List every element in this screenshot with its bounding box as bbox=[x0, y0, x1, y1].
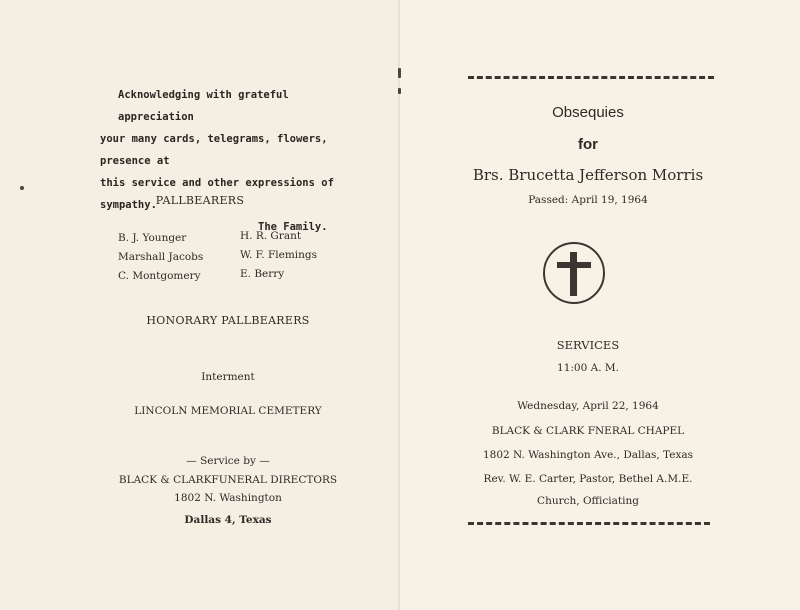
cross-in-circle-icon bbox=[543, 242, 605, 304]
ink-speck bbox=[20, 186, 24, 190]
deceased-name: Brs. Brucetta Jefferson Morris bbox=[472, 166, 704, 184]
pallbearers-column-2 bbox=[240, 227, 317, 284]
cross-horizontal-bar bbox=[557, 262, 591, 268]
service-by-label: — Service by — bbox=[186, 455, 270, 467]
interment-label: Interment bbox=[201, 371, 255, 383]
acknowledgment-line-3: this service and other expressions of sympathy. bbox=[100, 177, 334, 211]
ink-speck bbox=[398, 88, 401, 94]
ink-speck bbox=[398, 68, 401, 78]
pallbearer-name: E. Berry bbox=[240, 268, 285, 280]
pallbearer-name: B. J. Younger bbox=[118, 232, 187, 244]
acknowledgment bbox=[100, 84, 370, 238]
pallbearer-name: W. F. Flemings bbox=[240, 249, 318, 261]
chapel-address: 1802 N. Washington Ave., Dallas, Texas bbox=[482, 449, 694, 461]
bottom-dashed-rule bbox=[468, 522, 710, 528]
services-time: 11:00 A. M. bbox=[557, 362, 619, 374]
program-title: Obsequies bbox=[552, 104, 624, 121]
right-page bbox=[400, 0, 800, 610]
acknowledgment-line-1: Acknowledging with grateful appreciation bbox=[118, 89, 289, 123]
acknowledgment-line-2: your many cards, telegrams, flowers, presence at bbox=[100, 133, 328, 167]
program-title-for: for bbox=[578, 136, 598, 153]
acknowledgment-signature: The Family. bbox=[258, 221, 328, 233]
services-heading: SERVICES bbox=[556, 338, 620, 352]
officiant-line-1: Rev. W. E. Carter, Pastor, Bethel A.M.E. bbox=[483, 473, 693, 485]
funeral-directors-name: BLACK & CLARKFUNERAL DIRECTORS bbox=[118, 474, 338, 486]
pallbearer-name: H. R. Grant bbox=[240, 230, 302, 242]
service-date: Wednesday, April 22, 1964 bbox=[517, 400, 659, 412]
funeral-directors-address: 1802 N. Washington bbox=[174, 492, 282, 504]
cemetery-name: LINCOLN MEMORIAL CEMETERY bbox=[134, 405, 322, 417]
pallbearer-name: Marshall Jacobs bbox=[118, 251, 204, 263]
cross-vertical-bar bbox=[570, 252, 577, 296]
officiant-line-2: Church, Officiating bbox=[537, 495, 639, 507]
pallbearers-column-1 bbox=[118, 229, 203, 286]
chapel-name: BLACK & CLARK FNERAL CHAPEL bbox=[491, 425, 685, 437]
pallbearers-heading: PALLBEARERS bbox=[155, 194, 245, 207]
honorary-pallbearers-heading: HONORARY PALLBEARERS bbox=[146, 314, 310, 327]
funeral-directors-city: Dallas 4, Texas bbox=[184, 514, 272, 526]
pallbearer-name: C. Montgomery bbox=[118, 270, 201, 282]
passed-date: Passed: April 19, 1964 bbox=[528, 194, 648, 206]
top-dashed-rule bbox=[468, 76, 714, 82]
